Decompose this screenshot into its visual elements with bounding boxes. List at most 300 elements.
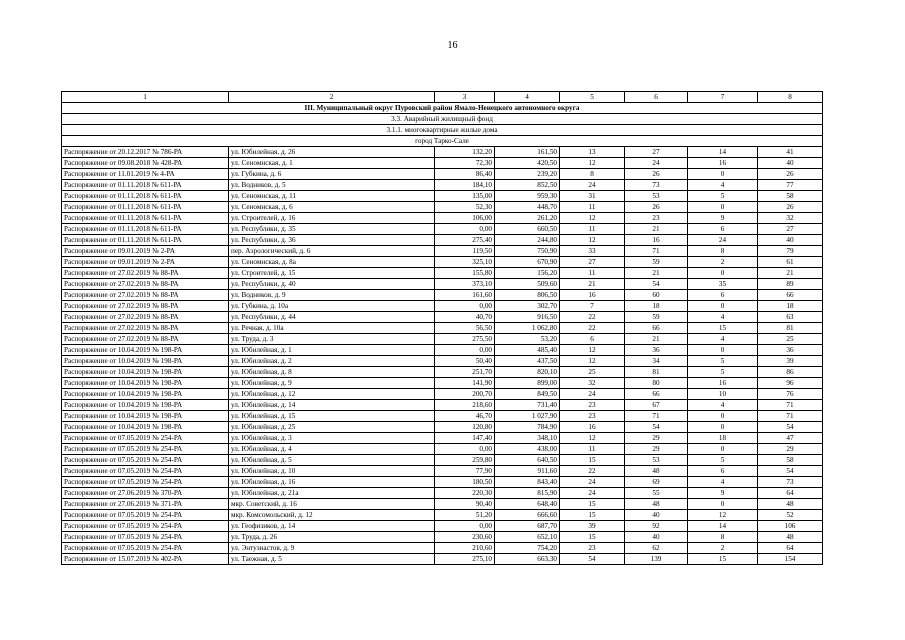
area2-cell: 244,80 bbox=[495, 235, 560, 246]
col8-cell: 26 bbox=[758, 169, 823, 180]
col7-cell: 2 bbox=[688, 257, 758, 268]
order-cell: Распоряжение от 27.02.2019 № 88-РА bbox=[62, 301, 229, 312]
order-cell: Распоряжение от 10.04.2019 № 198-РА bbox=[62, 400, 229, 411]
table-row bbox=[62, 345, 823, 356]
area2-cell: 899,00 bbox=[495, 378, 560, 389]
order-cell: Распоряжение от 07.05.2019 № 254-РА bbox=[62, 455, 229, 466]
col6-cell: 18 bbox=[625, 301, 688, 312]
col7-cell: 0 bbox=[688, 169, 758, 180]
table-row bbox=[62, 180, 823, 191]
order-cell: Распоряжение от 01.11.2018 № 611-РА bbox=[62, 235, 229, 246]
table-row bbox=[62, 367, 823, 378]
area2-cell: 438,00 bbox=[495, 444, 560, 455]
col5-cell: 11 bbox=[560, 224, 625, 235]
col6-cell: 54 bbox=[625, 279, 688, 290]
area-cell: 56,50 bbox=[435, 323, 495, 334]
table-row bbox=[62, 334, 823, 345]
address-cell: ул. Таежная, д. 5 bbox=[229, 554, 435, 565]
address-cell: ул. Сеномнская, д. 11 bbox=[229, 191, 435, 202]
col7-cell: 35 bbox=[688, 279, 758, 290]
order-cell: Распоряжение от 01.11.2018 № 611-РА bbox=[62, 224, 229, 235]
col5-cell: 23 bbox=[560, 411, 625, 422]
area-cell: 325,10 bbox=[435, 257, 495, 268]
area-cell: 373,10 bbox=[435, 279, 495, 290]
area-cell: 77,90 bbox=[435, 466, 495, 477]
address-cell: ул. Водников, д. 9 bbox=[229, 290, 435, 301]
col6-cell: 92 bbox=[625, 521, 688, 532]
area-cell: 86,40 bbox=[435, 169, 495, 180]
col6-cell: 27 bbox=[625, 147, 688, 158]
order-cell: Распоряжение от 27.02.2019 № 88-РА bbox=[62, 323, 229, 334]
col5-cell: 22 bbox=[560, 323, 625, 334]
area-cell: 50,40 bbox=[435, 356, 495, 367]
table-row bbox=[62, 158, 823, 169]
table-row bbox=[62, 279, 823, 290]
area2-cell: 806,50 bbox=[495, 290, 560, 301]
address-cell: мкр. Советский, д. 16 bbox=[229, 499, 435, 510]
col7-cell: 0 bbox=[688, 411, 758, 422]
col6-cell: 81 bbox=[625, 367, 688, 378]
area-cell: 259,80 bbox=[435, 455, 495, 466]
table-row bbox=[62, 301, 823, 312]
col7-cell: 12 bbox=[688, 510, 758, 521]
order-cell: Распоряжение от 07.05.2019 № 254-РА bbox=[62, 444, 229, 455]
col8-cell: 54 bbox=[758, 466, 823, 477]
area2-cell: 161,50 bbox=[495, 147, 560, 158]
area2-cell: 820,10 bbox=[495, 367, 560, 378]
table-row bbox=[62, 378, 823, 389]
col7-cell: 5 bbox=[688, 191, 758, 202]
area-cell: 0,00 bbox=[435, 521, 495, 532]
area2-cell: 640,50 bbox=[495, 455, 560, 466]
area2-cell: 750,90 bbox=[495, 246, 560, 257]
col7-cell: 6 bbox=[688, 466, 758, 477]
col8-cell: 64 bbox=[758, 488, 823, 499]
order-cell: Распоряжение от 10.04.2019 № 198-РА bbox=[62, 422, 229, 433]
col5-cell: 12 bbox=[560, 433, 625, 444]
column-header: 1 bbox=[62, 92, 229, 103]
table-row bbox=[62, 290, 823, 301]
area-cell: 210,60 bbox=[435, 543, 495, 554]
order-cell: Распоряжение от 07.05.2019 № 254-РА bbox=[62, 433, 229, 444]
area2-cell: 648,40 bbox=[495, 499, 560, 510]
column-header: 7 bbox=[688, 92, 758, 103]
col8-cell: 47 bbox=[758, 433, 823, 444]
area2-cell: 485,40 bbox=[495, 345, 560, 356]
table-row bbox=[62, 543, 823, 554]
area-cell: 180,50 bbox=[435, 477, 495, 488]
col6-cell: 26 bbox=[625, 169, 688, 180]
col8-cell: 106 bbox=[758, 521, 823, 532]
col8-cell: 96 bbox=[758, 378, 823, 389]
order-cell: Распоряжение от 01.11.2018 № 611-РА bbox=[62, 213, 229, 224]
column-header: 3 bbox=[435, 92, 495, 103]
address-cell: ул. Юбилейная, д. 15 bbox=[229, 411, 435, 422]
col5-cell: 33 bbox=[560, 246, 625, 257]
order-cell: Распоряжение от 10.04.2019 № 198-РА bbox=[62, 345, 229, 356]
col8-cell: 64 bbox=[758, 543, 823, 554]
address-cell: мкр. Комсомольский, д. 12 bbox=[229, 510, 435, 521]
order-cell: Распоряжение от 09.01.2019 № 2-РА bbox=[62, 257, 229, 268]
area2-cell: 1 027,90 bbox=[495, 411, 560, 422]
column-header: 8 bbox=[758, 92, 823, 103]
col5-cell: 39 bbox=[560, 521, 625, 532]
area-cell: 275,50 bbox=[435, 334, 495, 345]
col5-cell: 7 bbox=[560, 301, 625, 312]
col6-cell: 36 bbox=[625, 345, 688, 356]
order-cell: Распоряжение от 07.05.2019 № 254-РА bbox=[62, 466, 229, 477]
col8-cell: 89 bbox=[758, 279, 823, 290]
area-cell: 251,70 bbox=[435, 367, 495, 378]
address-cell: ул. Юбилейная, д. 12 bbox=[229, 389, 435, 400]
col6-cell: 53 bbox=[625, 191, 688, 202]
area2-cell: 666,60 bbox=[495, 510, 560, 521]
col7-cell: 4 bbox=[688, 312, 758, 323]
order-cell: Распоряжение от 10.04.2019 № 198-РА bbox=[62, 389, 229, 400]
area2-cell: 663,30 bbox=[495, 554, 560, 565]
col8-cell: 41 bbox=[758, 147, 823, 158]
area2-cell: 959,30 bbox=[495, 191, 560, 202]
col6-cell: 23 bbox=[625, 213, 688, 224]
col7-cell: 0 bbox=[688, 499, 758, 510]
area-cell: 155,80 bbox=[435, 268, 495, 279]
area-cell: 40,70 bbox=[435, 312, 495, 323]
order-cell: Распоряжение от 27.02.2019 № 88-РА bbox=[62, 312, 229, 323]
col8-cell: 61 bbox=[758, 257, 823, 268]
col5-cell: 24 bbox=[560, 488, 625, 499]
area2-cell: 916,50 bbox=[495, 312, 560, 323]
address-cell: ул. Юбилейная, д. 4 bbox=[229, 444, 435, 455]
table-row bbox=[62, 202, 823, 213]
col7-cell: 18 bbox=[688, 433, 758, 444]
col6-cell: 48 bbox=[625, 466, 688, 477]
area2-cell: 784,90 bbox=[495, 422, 560, 433]
address-cell: ул. Юбилейная, д. 1 bbox=[229, 345, 435, 356]
address-cell: ул. Юбилейная, д. 26 bbox=[229, 147, 435, 158]
area2-cell: 1 062,80 bbox=[495, 323, 560, 334]
area-cell: 141,90 bbox=[435, 378, 495, 389]
address-cell: ул. Труда, д. 26 bbox=[229, 532, 435, 543]
col8-cell: 58 bbox=[758, 455, 823, 466]
col5-cell: 27 bbox=[560, 257, 625, 268]
col8-cell: 26 bbox=[758, 202, 823, 213]
order-cell: Распоряжение от 27.02.2019 № 88-РА bbox=[62, 268, 229, 279]
order-cell: Распоряжение от 09.08.2018 № 428-РА bbox=[62, 158, 229, 169]
order-cell: Распоряжение от 27.02.2019 № 88-РА bbox=[62, 334, 229, 345]
col8-cell: 40 bbox=[758, 235, 823, 246]
address-cell: ул. Губкина, д. 6 bbox=[229, 169, 435, 180]
col6-cell: 67 bbox=[625, 400, 688, 411]
col7-cell: 0 bbox=[688, 422, 758, 433]
col6-cell: 16 bbox=[625, 235, 688, 246]
address-cell: ул. Водников, д. 5 bbox=[229, 180, 435, 191]
section-title-row bbox=[62, 103, 823, 114]
order-cell: Распоряжение от 10.04.2019 № 198-РА bbox=[62, 356, 229, 367]
col6-cell: 29 bbox=[625, 444, 688, 455]
order-cell: Распоряжение от 01.11.2018 № 611-РА bbox=[62, 191, 229, 202]
subsubsection-title: 3.1.1. многоквартирные жилые дома bbox=[62, 125, 823, 136]
col6-cell: 40 bbox=[625, 510, 688, 521]
order-cell: Распоряжение от 07.05.2019 № 254-РА bbox=[62, 510, 229, 521]
order-cell: Распоряжение от 20.12.2017 № 786-РА bbox=[62, 147, 229, 158]
col8-cell: 81 bbox=[758, 323, 823, 334]
col7-cell: 0 bbox=[688, 444, 758, 455]
area-cell: 200,70 bbox=[435, 389, 495, 400]
col8-cell: 29 bbox=[758, 444, 823, 455]
area2-cell: 670,90 bbox=[495, 257, 560, 268]
area2-cell: 849,50 bbox=[495, 389, 560, 400]
table-row bbox=[62, 389, 823, 400]
col6-cell: 71 bbox=[625, 411, 688, 422]
col5-cell: 16 bbox=[560, 290, 625, 301]
table-row bbox=[62, 191, 823, 202]
table-row bbox=[62, 268, 823, 279]
address-cell: ул. Юбилейная, д. 14 bbox=[229, 400, 435, 411]
col8-cell: 27 bbox=[758, 224, 823, 235]
col5-cell: 11 bbox=[560, 444, 625, 455]
order-cell: Распоряжение от 01.11.2018 № 611-РА bbox=[62, 180, 229, 191]
col8-cell: 73 bbox=[758, 477, 823, 488]
col5-cell: 15 bbox=[560, 455, 625, 466]
col6-cell: 73 bbox=[625, 180, 688, 191]
col7-cell: 4 bbox=[688, 400, 758, 411]
col6-cell: 21 bbox=[625, 268, 688, 279]
area-cell: 218,60 bbox=[435, 400, 495, 411]
subsection-row bbox=[62, 114, 823, 125]
col7-cell: 4 bbox=[688, 477, 758, 488]
col7-cell: 9 bbox=[688, 488, 758, 499]
address-cell: ул. Республики, д. 40 bbox=[229, 279, 435, 290]
area-cell: 0,00 bbox=[435, 444, 495, 455]
area-cell: 51,20 bbox=[435, 510, 495, 521]
section-title: III. Муниципальный округ Пуровский район Ямало-Ненецкого автономного округа bbox=[62, 103, 823, 114]
table-row bbox=[62, 477, 823, 488]
col6-cell: 66 bbox=[625, 389, 688, 400]
col7-cell: 16 bbox=[688, 158, 758, 169]
area2-cell: 911,60 bbox=[495, 466, 560, 477]
col5-cell: 31 bbox=[560, 191, 625, 202]
table-row bbox=[62, 235, 823, 246]
col5-cell: 22 bbox=[560, 312, 625, 323]
area-cell: 147,40 bbox=[435, 433, 495, 444]
col5-cell: 12 bbox=[560, 213, 625, 224]
col8-cell: 48 bbox=[758, 499, 823, 510]
order-cell: Распоряжение от 10.04.2019 № 198-РА bbox=[62, 367, 229, 378]
area2-cell: 156,20 bbox=[495, 268, 560, 279]
col6-cell: 29 bbox=[625, 433, 688, 444]
col7-cell: 5 bbox=[688, 455, 758, 466]
address-cell: ул. Юбилейная, д. 9 bbox=[229, 378, 435, 389]
address-cell: ул. Республики, д. 36 bbox=[229, 235, 435, 246]
col7-cell: 2 bbox=[688, 543, 758, 554]
address-cell: ул. Труда, д. 3 bbox=[229, 334, 435, 345]
address-cell: ул. Юбилейная, д. 16 bbox=[229, 477, 435, 488]
col8-cell: 86 bbox=[758, 367, 823, 378]
order-cell: Распоряжение от 07.05.2019 № 254-РА bbox=[62, 532, 229, 543]
area-cell: 132,20 bbox=[435, 147, 495, 158]
table-row bbox=[62, 213, 823, 224]
order-cell: Распоряжение от 10.04.2019 № 198-РА bbox=[62, 378, 229, 389]
address-cell: ул. Сеномнская, д. 1 bbox=[229, 158, 435, 169]
col5-cell: 12 bbox=[560, 345, 625, 356]
col5-cell: 54 bbox=[560, 554, 625, 565]
area-cell: 46,70 bbox=[435, 411, 495, 422]
area2-cell: 239,20 bbox=[495, 169, 560, 180]
area2-cell: 754,20 bbox=[495, 543, 560, 554]
table-row bbox=[62, 169, 823, 180]
col5-cell: 15 bbox=[560, 532, 625, 543]
order-cell: Распоряжение от 07.05.2019 № 254-РА bbox=[62, 521, 229, 532]
col7-cell: 24 bbox=[688, 235, 758, 246]
order-cell: Распоряжение от 11.01.2019 № 4-РА bbox=[62, 169, 229, 180]
col6-cell: 24 bbox=[625, 158, 688, 169]
area-cell: 106,00 bbox=[435, 213, 495, 224]
col8-cell: 79 bbox=[758, 246, 823, 257]
area2-cell: 687,70 bbox=[495, 521, 560, 532]
order-cell: Распоряжение от 07.05.2019 № 254-РА bbox=[62, 477, 229, 488]
col6-cell: 80 bbox=[625, 378, 688, 389]
col7-cell: 8 bbox=[688, 246, 758, 257]
col6-cell: 53 bbox=[625, 455, 688, 466]
col6-cell: 71 bbox=[625, 246, 688, 257]
col5-cell: 22 bbox=[560, 466, 625, 477]
table-row bbox=[62, 510, 823, 521]
area-cell: 0,00 bbox=[435, 345, 495, 356]
col8-cell: 63 bbox=[758, 312, 823, 323]
table-row bbox=[62, 356, 823, 367]
area-cell: 230,60 bbox=[435, 532, 495, 543]
col5-cell: 11 bbox=[560, 268, 625, 279]
col8-cell: 39 bbox=[758, 356, 823, 367]
col6-cell: 59 bbox=[625, 257, 688, 268]
column-header: 2 bbox=[229, 92, 435, 103]
col5-cell: 16 bbox=[560, 422, 625, 433]
col7-cell: 15 bbox=[688, 554, 758, 565]
col8-cell: 21 bbox=[758, 268, 823, 279]
address-cell: ул. Сеномнская, д. 6 bbox=[229, 202, 435, 213]
col5-cell: 24 bbox=[560, 180, 625, 191]
table-row bbox=[62, 246, 823, 257]
col5-cell: 15 bbox=[560, 510, 625, 521]
col8-cell: 48 bbox=[758, 532, 823, 543]
order-cell: Распоряжение от 27.02.2019 № 88-РА bbox=[62, 279, 229, 290]
col5-cell: 8 bbox=[560, 169, 625, 180]
table-row bbox=[62, 444, 823, 455]
col6-cell: 21 bbox=[625, 334, 688, 345]
col8-cell: 71 bbox=[758, 411, 823, 422]
col5-cell: 13 bbox=[560, 147, 625, 158]
address-cell: ул. Речная, д. 10а bbox=[229, 323, 435, 334]
col8-cell: 36 bbox=[758, 345, 823, 356]
col8-cell: 76 bbox=[758, 389, 823, 400]
address-cell: ул. Строителей, д. 16 bbox=[229, 213, 435, 224]
col5-cell: 11 bbox=[560, 202, 625, 213]
col6-cell: 66 bbox=[625, 323, 688, 334]
address-cell: ул. Юбилейная, д. 25 bbox=[229, 422, 435, 433]
order-cell: Распоряжение от 15.07.2019 № 402-РА bbox=[62, 554, 229, 565]
table-row bbox=[62, 257, 823, 268]
col8-cell: 154 bbox=[758, 554, 823, 565]
subsection-title: 3.3. Аварийный жилищный фонд bbox=[62, 114, 823, 125]
col7-cell: 5 bbox=[688, 356, 758, 367]
table-row bbox=[62, 312, 823, 323]
address-cell: ул. Губкина, д. 10а bbox=[229, 301, 435, 312]
col6-cell: 139 bbox=[625, 554, 688, 565]
col7-cell: 5 bbox=[688, 367, 758, 378]
col5-cell: 23 bbox=[560, 400, 625, 411]
col7-cell: 8 bbox=[688, 532, 758, 543]
area2-cell: 652,10 bbox=[495, 532, 560, 543]
column-header: 4 bbox=[495, 92, 560, 103]
col7-cell: 6 bbox=[688, 224, 758, 235]
col6-cell: 69 bbox=[625, 477, 688, 488]
area2-cell: 302,70 bbox=[495, 301, 560, 312]
col6-cell: 59 bbox=[625, 312, 688, 323]
table-row bbox=[62, 488, 823, 499]
order-cell: Распоряжение от 27.06.2019 № 370-РА bbox=[62, 488, 229, 499]
col7-cell: 0 bbox=[688, 301, 758, 312]
col5-cell: 6 bbox=[560, 334, 625, 345]
col5-cell: 15 bbox=[560, 499, 625, 510]
table-row bbox=[62, 224, 823, 235]
address-cell: пер. Аэрологический, д. 6 bbox=[229, 246, 435, 257]
col8-cell: 18 bbox=[758, 301, 823, 312]
col6-cell: 55 bbox=[625, 488, 688, 499]
table-row bbox=[62, 400, 823, 411]
col5-cell: 23 bbox=[560, 543, 625, 554]
area-cell: 161,60 bbox=[435, 290, 495, 301]
area-cell: 0,00 bbox=[435, 224, 495, 235]
table-row bbox=[62, 455, 823, 466]
address-cell: ул. Республики, д. 44 bbox=[229, 312, 435, 323]
address-cell: ул. Энтузиастов, д. 9 bbox=[229, 543, 435, 554]
order-cell: Распоряжение от 09.01.2019 № 2-РА bbox=[62, 246, 229, 257]
col8-cell: 32 bbox=[758, 213, 823, 224]
col6-cell: 54 bbox=[625, 422, 688, 433]
area-cell: 119,50 bbox=[435, 246, 495, 257]
address-cell: ул. Юбилейная, д. 8 bbox=[229, 367, 435, 378]
col8-cell: 40 bbox=[758, 158, 823, 169]
area2-cell: 261,20 bbox=[495, 213, 560, 224]
col8-cell: 58 bbox=[758, 191, 823, 202]
area-cell: 52,30 bbox=[435, 202, 495, 213]
col6-cell: 26 bbox=[625, 202, 688, 213]
address-cell: ул. Строителей, д. 15 bbox=[229, 268, 435, 279]
col7-cell: 14 bbox=[688, 147, 758, 158]
table-row bbox=[62, 422, 823, 433]
col8-cell: 66 bbox=[758, 290, 823, 301]
col8-cell: 52 bbox=[758, 510, 823, 521]
area2-cell: 843,40 bbox=[495, 477, 560, 488]
col6-cell: 62 bbox=[625, 543, 688, 554]
area-cell: 135,00 bbox=[435, 191, 495, 202]
area2-cell: 53,20 bbox=[495, 334, 560, 345]
column-header: 5 bbox=[560, 92, 625, 103]
area-cell: 220,30 bbox=[435, 488, 495, 499]
area2-cell: 815,90 bbox=[495, 488, 560, 499]
col8-cell: 54 bbox=[758, 422, 823, 433]
order-cell: Распоряжение от 10.04.2019 № 198-РА bbox=[62, 411, 229, 422]
table-row bbox=[62, 466, 823, 477]
table-row bbox=[62, 323, 823, 334]
col8-cell: 77 bbox=[758, 180, 823, 191]
address-cell: ул. Сеномнская, д. 8а bbox=[229, 257, 435, 268]
table-row bbox=[62, 499, 823, 510]
order-cell: Распоряжение от 27.02.2019 № 88-РА bbox=[62, 290, 229, 301]
page-number: 16 bbox=[447, 40, 458, 51]
col7-cell: 9 bbox=[688, 213, 758, 224]
order-cell: Распоряжение от 27.06.2019 № 371-РА bbox=[62, 499, 229, 510]
